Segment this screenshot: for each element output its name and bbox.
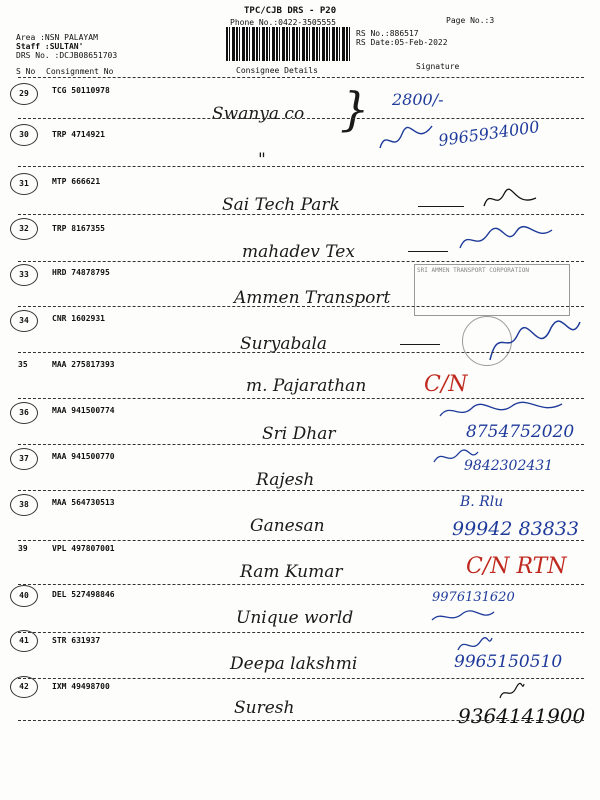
column-sno: S No xyxy=(16,67,36,76)
cn-rtn-mark: C/N RTN xyxy=(466,554,567,579)
consignment-number: STR 631937 xyxy=(52,636,101,645)
phone-note: 9364141900 xyxy=(458,704,586,728)
consignee-name: Unique world xyxy=(236,608,354,628)
consignment-number: MAA 275817393 xyxy=(52,360,115,369)
consignee-name: m. Pajarathan xyxy=(246,376,367,396)
dash-mark xyxy=(408,251,448,252)
row-number: 41 xyxy=(10,630,38,652)
row-divider xyxy=(18,214,584,215)
consignee-name: Ammen Transport xyxy=(234,288,391,308)
area-label: Area :NSN PALAYAM xyxy=(16,33,98,42)
stamp-text: SRI AMMEN TRANSPORT CORPORATION xyxy=(417,267,529,274)
row-divider xyxy=(18,678,584,679)
consignment-number: MAA 564730513 xyxy=(52,498,115,507)
rs-number: RS No.:886517 xyxy=(356,29,419,38)
row-divider xyxy=(18,720,584,721)
row-divider xyxy=(18,261,584,262)
consignment-number: IXM 49498700 xyxy=(52,682,110,691)
consignee-name: Sai Tech Park xyxy=(222,195,340,215)
row-number: 39 xyxy=(18,544,28,553)
row-divider xyxy=(18,584,584,585)
consignment-number: HRD 74878795 xyxy=(52,268,110,277)
consignment-number: MTP 666621 xyxy=(52,177,101,186)
cn-mark: C/N xyxy=(424,372,468,397)
phone-note: 9965150510 xyxy=(454,652,563,672)
consignee-name: Deepa lakshmi xyxy=(230,654,358,674)
signature-scribble xyxy=(376,118,436,158)
consignment-number: TRP 4714921 xyxy=(52,130,105,139)
header-divider xyxy=(18,77,584,78)
phone-note: 9842302431 xyxy=(464,458,554,474)
row-divider xyxy=(18,540,584,541)
row-number: 34 xyxy=(10,310,38,332)
signature-scribble xyxy=(456,222,556,256)
row-number: 31 xyxy=(10,173,38,195)
consignee-name: Swanya co xyxy=(212,104,305,124)
staff-label: Staff :SULTAN' xyxy=(16,42,84,51)
row-divider xyxy=(18,166,584,167)
consignee-name: Suryabala xyxy=(240,334,328,354)
row-number: 37 xyxy=(10,448,38,470)
consignment-number: VPL 497807001 xyxy=(52,544,115,553)
consignment-number: DEL 527498846 xyxy=(52,590,115,599)
row-number: 42 xyxy=(10,676,38,698)
row-number: 35 xyxy=(18,360,28,369)
signature-scribble xyxy=(436,398,566,424)
signature-scribble xyxy=(496,682,526,702)
consignment-number: TCG 50110978 xyxy=(52,86,110,95)
row-number: 38 xyxy=(10,494,38,516)
phone-number: Phone No.:0422-3505555 xyxy=(230,18,336,27)
brace-mark: } xyxy=(340,82,370,136)
page-number: Page No.:3 xyxy=(446,16,495,25)
row-divider xyxy=(18,444,584,445)
column-consignee: Consignee Details xyxy=(236,66,318,75)
column-signature: Signature xyxy=(416,62,460,71)
row-divider xyxy=(18,306,584,307)
row-divider xyxy=(18,352,584,353)
consignee-name: Suresh xyxy=(234,698,295,718)
signature-text: B. Rlu xyxy=(460,494,504,510)
rs-date: RS Date:05-Feb-2022 xyxy=(356,38,448,47)
consignment-number: CNR 1602931 xyxy=(52,314,105,323)
dash-mark xyxy=(400,344,440,345)
row-number: 36 xyxy=(10,402,38,424)
dash-mark xyxy=(418,206,464,207)
signature-scribble xyxy=(428,608,498,626)
row-number: 33 xyxy=(10,264,38,286)
row-divider xyxy=(18,632,584,633)
row-number: 32 xyxy=(10,218,38,240)
consignment-number: MAA 941500774 xyxy=(52,406,115,415)
company-stamp xyxy=(414,264,570,316)
consignee-name: Ganesan xyxy=(250,516,325,536)
consignee-name: " xyxy=(258,150,266,170)
phone-note: 9976131620 xyxy=(432,590,515,605)
row-number: 40 xyxy=(10,585,38,607)
barcode-image xyxy=(226,27,350,61)
consignee-name: Sri Dhar xyxy=(262,424,336,444)
consignment-number: MAA 941500770 xyxy=(52,452,115,461)
consignee-name: Rajesh xyxy=(256,470,315,490)
row-number: 29 xyxy=(10,83,38,105)
signature-scribble xyxy=(480,184,540,214)
drs-number: DRS No. :DCJB08651703 xyxy=(16,51,118,60)
consignee-name: mahadev Tex xyxy=(242,242,355,262)
phone-note: 8754752020 xyxy=(466,422,575,442)
signature-scribble xyxy=(484,316,584,366)
consignee-name: Ram Kumar xyxy=(240,562,343,582)
phone-note: 99942 83833 xyxy=(452,518,579,540)
row-divider xyxy=(18,490,584,491)
consignment-number: TRP 8167355 xyxy=(52,224,105,233)
document-title: TPC/CJB DRS - P20 xyxy=(244,6,337,16)
row-number: 30 xyxy=(10,124,38,146)
amount-note: 2800/- xyxy=(392,90,444,109)
column-consignment: Consignment No xyxy=(46,67,114,76)
row-divider xyxy=(18,118,584,119)
phone-note: 9965934000 xyxy=(437,117,541,150)
